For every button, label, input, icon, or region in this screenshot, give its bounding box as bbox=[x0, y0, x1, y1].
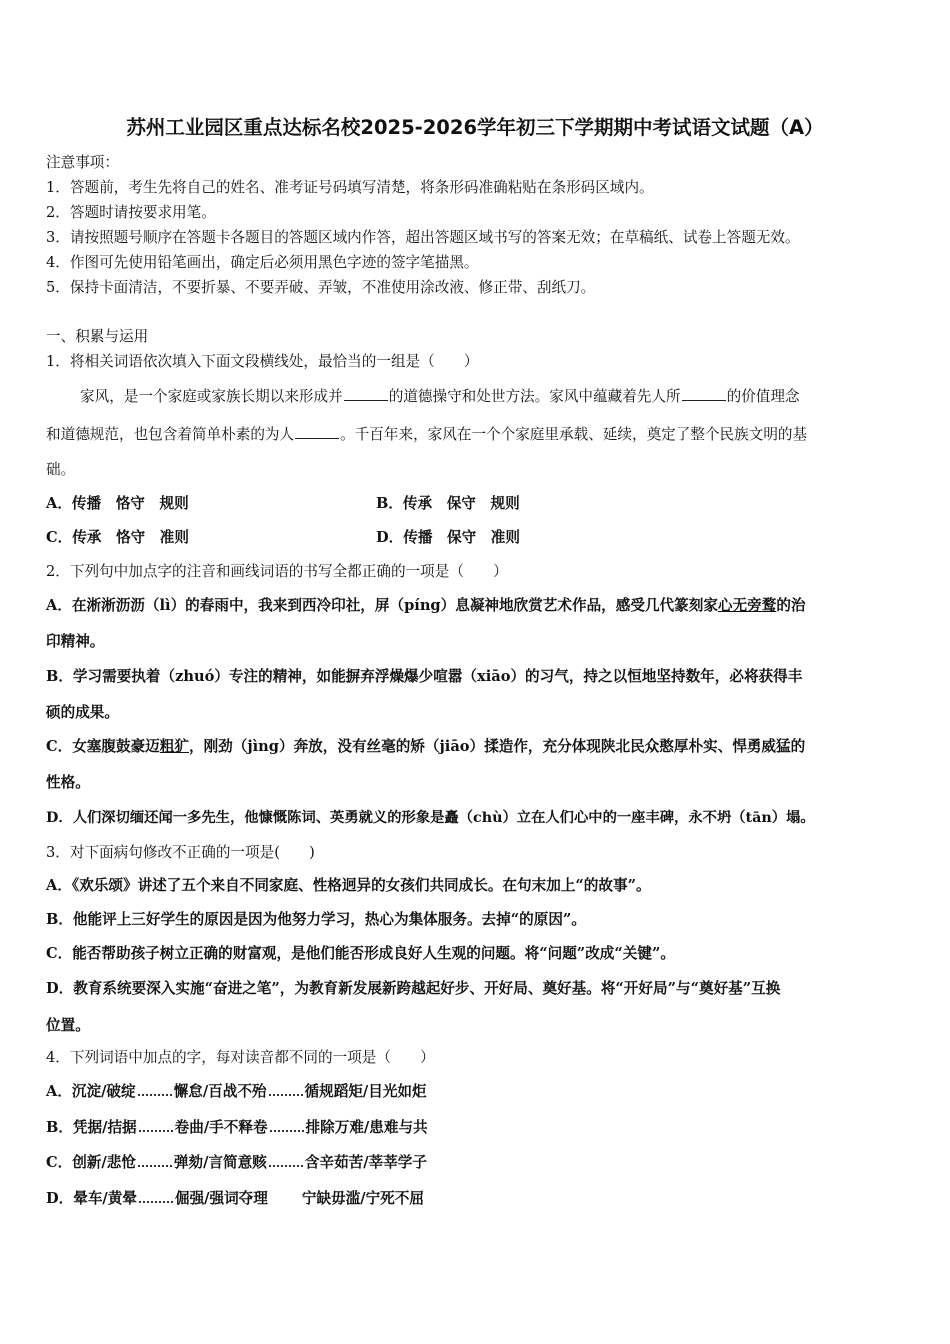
passage-text: 的价值理念 bbox=[726, 388, 800, 405]
q3-option-d[interactable]: D．教育系统要深入实施“奋进之笔”，为教育新发展新跨越起好步、开好局、奠好基。将“开好局”与“奠好基”互换 bbox=[46, 980, 781, 997]
q1-option-d[interactable]: D．传播 保守 准则 bbox=[376, 529, 521, 546]
notice-item: 1．答题前，考生先将自己的姓名、准考证号码填写清楚，将条形码准确粘贴在条形码区域内。 bbox=[46, 179, 654, 196]
notice-item: 3．请按照题号顺序在答题卡各题目的答题区域内作答，超出答题区域书写的答案无效；在草稿纸、试卷上答题无效。 bbox=[46, 229, 800, 246]
q4-stem: 4．下列词语中加点的字，每对读音都不同的一项是（ ） bbox=[46, 1049, 435, 1066]
dot-marks bbox=[138, 1084, 172, 1096]
word-pair: 排除万难/患难与共 bbox=[305, 1119, 428, 1136]
underlined-word: 粗犷 bbox=[159, 738, 189, 755]
dot-marks bbox=[138, 1155, 172, 1167]
q1-option-c[interactable]: C．传承 恪守 准则 bbox=[46, 529, 189, 546]
fill-blank bbox=[682, 386, 726, 401]
page-title: 苏州工业园区重点达标名校2025-2026学年初三下学期期中考试语文试题（A） bbox=[126, 116, 824, 139]
underlined-word: 心无旁鹜 bbox=[717, 597, 777, 614]
option-text: 的治 bbox=[776, 597, 806, 614]
q1-option-b[interactable]: B．传承 保守 规则 bbox=[376, 495, 520, 512]
section-heading: 一、积累与运用 bbox=[46, 328, 149, 345]
dot-marks bbox=[139, 1191, 173, 1203]
q2-stem: 2．下列句中加点字的注音和画线词语的书写全都正确的一项是（ ） bbox=[46, 563, 508, 580]
q2-option-d[interactable]: D．人们深切缅还闻一多先生，他慷慨陈词、英勇就义的形象是矗（chù）立在人们心中的一座丰碑，永不坍（tān）塌。 bbox=[46, 810, 815, 826]
q4-option-a[interactable] bbox=[46, 1082, 427, 1102]
dot-marks bbox=[269, 1084, 303, 1096]
word-pair: D．晕车/黄晕 bbox=[46, 1190, 137, 1207]
word-pair: 懈怠/百战不殆 bbox=[173, 1083, 267, 1100]
q4-option-d[interactable] bbox=[46, 1189, 424, 1209]
word-pair: 倔强/强词夺理 bbox=[174, 1190, 268, 1207]
q3-stem: 3．对下面病句修改不正确的一项是( ) bbox=[46, 844, 315, 861]
word-pair: 宁缺毋滥/宁死不屈 bbox=[301, 1190, 424, 1207]
passage-text: 和道德规范，也包含着简单朴素的为人 bbox=[46, 426, 295, 443]
q2-option-b-cont: 硕的成果。 bbox=[46, 704, 119, 721]
passage-text: 家风，是一个家庭或家族长期以来形成并 bbox=[80, 388, 343, 405]
notice-heading: 注意事项： bbox=[46, 154, 119, 171]
dot-marks bbox=[270, 1120, 304, 1132]
option-text: ，刚劲（jìng）奔放，没有丝毫的矫（jiāo）揉造作，充分体现陕北民众憨厚朴实、悍勇威猛的 bbox=[188, 738, 806, 755]
option-text: A．在淅淅沥沥（lì）的春雨中，我来到西冷印社，屏（píng）息凝神地欣赏艺术作品，感受几代篆刻家 bbox=[46, 597, 718, 614]
dot-marks bbox=[139, 1120, 173, 1132]
word-pair: 弹劾/言简意赅 bbox=[173, 1154, 267, 1171]
q2-option-a-cont: 印精神。 bbox=[46, 633, 105, 650]
word-pair: 含辛茹苦/莘莘学子 bbox=[304, 1154, 427, 1171]
notice-item: 4．作图可先使用铅笔画出，确定后必须用黑色字迹的签字笔描黑。 bbox=[46, 254, 479, 271]
q4-option-c[interactable] bbox=[46, 1153, 427, 1173]
word-pair: A．沉淀/破绽 bbox=[46, 1083, 136, 1100]
q3-option-b[interactable]: B．他能评上三好学生的原因是因为他努力学习，热心为集体服务。去掉“的原因”。 bbox=[46, 911, 586, 928]
word-pair: 卷曲/手不释卷 bbox=[174, 1119, 268, 1136]
q2-option-a[interactable] bbox=[46, 596, 806, 616]
q3-option-a[interactable]: A．《欢乐颂》讲述了五个来自不同家庭、性格迥异的女孩们共同成长。在句末加上“的故事”。 bbox=[46, 877, 651, 894]
q1-passage-line bbox=[80, 386, 800, 407]
notice-item: 5．保持卡面清洁，不要折暴、不要弄破、弄皱，不准使用涂改液、修正带、刮纸刀。 bbox=[46, 279, 596, 296]
word-pair: B．凭据/拮据 bbox=[46, 1119, 137, 1136]
q2-option-b[interactable]: B．学习需要执着（zhuó）专注的精神，如能摒弃浮燥爆少喧嚣（xiāo）的习气，持之以恒地坚持数年，必将获得丰 bbox=[46, 668, 803, 685]
passage-text: 的道德操守和处世方法。家风中蕴藏着先人所 bbox=[388, 388, 681, 405]
word-pair: 循规蹈矩/目光如炬 bbox=[304, 1083, 427, 1100]
q1-stem: 1．将相关词语依次填入下面文段横线处，最恰当的一组是（ ） bbox=[46, 353, 479, 370]
dot-marks bbox=[269, 1155, 303, 1167]
option-text: C．女塞腹鼓豪迈 bbox=[46, 738, 160, 755]
q1-passage-line: 础。 bbox=[46, 461, 76, 478]
fill-blank bbox=[295, 424, 339, 439]
passage-text: 。千百年来，家风在一个个家庭里承载、延续，奠定了整个民族文明的基 bbox=[340, 426, 808, 443]
q3-option-c[interactable]: C．能否帮助孩子树立正确的财富观，是他们能否形成良好人生观的问题。将“问题”改成“关键”。 bbox=[46, 945, 675, 962]
word-pair: C．创新/悲怆 bbox=[46, 1154, 136, 1171]
fill-blank bbox=[344, 386, 388, 401]
q3-option-d-cont: 位置。 bbox=[46, 1017, 90, 1034]
q2-option-c-cont: 性格。 bbox=[46, 774, 90, 791]
q4-option-b[interactable] bbox=[46, 1118, 428, 1138]
q2-option-c[interactable] bbox=[46, 737, 805, 757]
q1-option-a[interactable]: A．传播 恪守 规则 bbox=[46, 495, 189, 512]
q1-passage-line bbox=[46, 424, 807, 445]
notice-item: 2．答题时请按要求用笔。 bbox=[46, 204, 216, 221]
